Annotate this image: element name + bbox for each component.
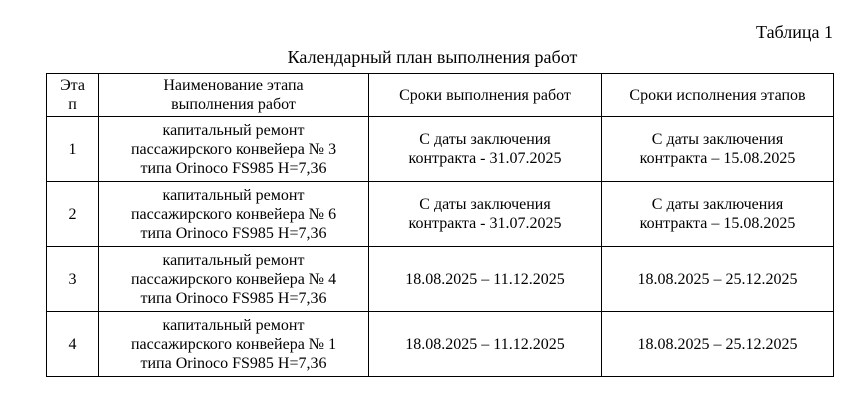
table-body [47,117,834,377]
stage-period: С даты заключения контракта – 15.08.2025 [602,182,834,247]
stage-period: 18.08.2025 – 25.12.2025 [602,312,834,377]
stage-period: 18.08.2025 – 25.12.2025 [602,247,834,312]
table-number: Таблица 1 [756,22,833,42]
table-row [47,182,834,247]
work-period: 18.08.2025 – 11.12.2025 [369,247,602,312]
stage-number: 4 [47,312,99,377]
schedule-table [46,73,834,377]
table-row [47,247,834,312]
work-period: С даты заключения контракта - 31.07.2025 [369,117,602,182]
table-row [47,312,834,377]
stage-name: капитальный ремонт пассажирского конвейера № 4 типа Orinoco FS985 H=7,36 [99,247,369,312]
stage-number: 2 [47,182,99,247]
work-period: С даты заключения контракта - 31.07.2025 [369,182,602,247]
stage-period: С даты заключения контракта – 15.08.2025 [602,117,834,182]
header-row [47,74,834,117]
header-stage-name: Наименование этапа выполнения работ [99,74,369,117]
stage-number: 3 [47,247,99,312]
stage-name: капитальный ремонт пассажирского конвейера № 6 типа Orinoco FS985 H=7,36 [99,182,369,247]
stage-name: капитальный ремонт пассажирского конвейера № 1 типа Orinoco FS985 H=7,36 [99,312,369,377]
stage-name: капитальный ремонт пассажирского конвейера № 3 типа Orinoco FS985 H=7,36 [99,117,369,182]
header-stage: Эта п [47,74,99,117]
document-title: Календарный план выполнения работ [287,47,578,67]
table-row [47,117,834,182]
header-stage-period: Сроки исполнения этапов [602,74,834,117]
work-period: 18.08.2025 – 11.12.2025 [369,312,602,377]
stage-number: 1 [47,117,99,182]
table-header [47,74,834,117]
header-work-period: Сроки выполнения работ [369,74,602,117]
